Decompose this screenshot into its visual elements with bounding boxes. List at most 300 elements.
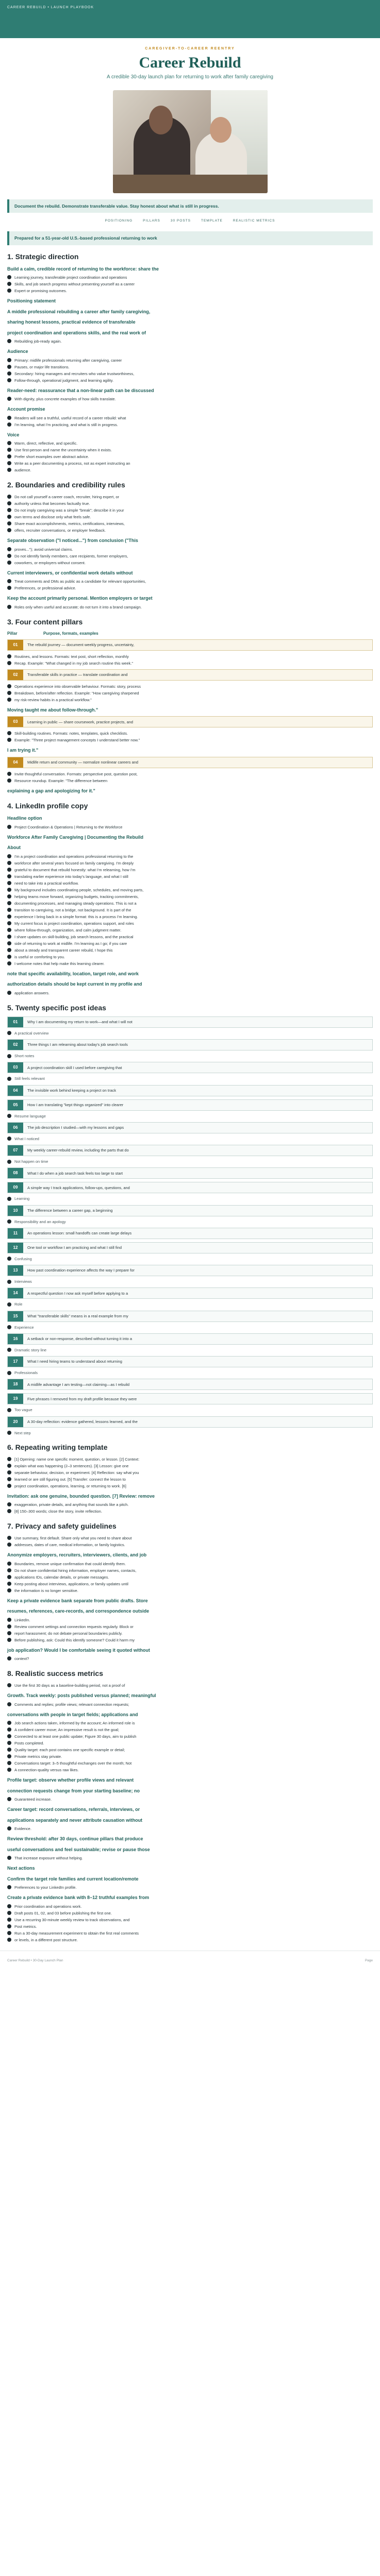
- subheading: Workforce After Family Caregiving | Documenting the Rebuild: [7, 834, 144, 840]
- bullet-dot-icon: [7, 289, 11, 293]
- bullet-item: [7, 415, 373, 421]
- bullet-text: Comments and replies; profile views; relevant connection requests;: [14, 1702, 129, 1707]
- pillar-rows: [7, 669, 373, 681]
- post-row: [7, 1379, 373, 1390]
- bullet-dot-icon: [7, 339, 11, 343]
- subheading: Keep a private evidence bank separate from public drafts. Store: [7, 1598, 148, 1603]
- bullet-list: [7, 357, 373, 384]
- bullet-dot-icon: [7, 731, 11, 735]
- page-subtitle: A credible 30-day launch plan for returning to work after family caregiving: [107, 74, 273, 80]
- post-text: Three things I am relearning about today's job search tools: [27, 1042, 128, 1047]
- tag: TEMPLATE: [201, 219, 223, 223]
- subheading: useful conversations and feel sustainable; revise or pause those: [7, 1846, 150, 1852]
- bullet-dot-icon: [7, 282, 11, 286]
- post-label: [7, 1301, 373, 1307]
- bullet-item: [7, 421, 373, 428]
- bullet-text: about a steady and transparent career rebuild, I hope this: [14, 947, 113, 953]
- bullet-item: [7, 960, 373, 967]
- post-text: A midlife advantage I am testing—not claiming—as I rebuild: [27, 1382, 130, 1387]
- post-text: What I need hiring teams to understand about returning: [27, 1359, 122, 1364]
- bullet-dot-icon: [7, 1325, 11, 1329]
- bullet-dot-icon: [7, 1137, 11, 1141]
- bullet-dot-icon: [7, 468, 11, 472]
- post-row: [7, 1393, 373, 1404]
- post-text: An operations lesson: small handoffs can create large delays: [27, 1231, 132, 1236]
- bullet-dot-icon: [7, 1741, 11, 1745]
- subheading: Moving taught me about follow-through.": [7, 707, 98, 713]
- bullet-text: Learning journey, transferable project coordination and operations: [14, 275, 127, 280]
- post-idea: [7, 1122, 373, 1142]
- bullet-item: [7, 1923, 373, 1930]
- bullet-text: is useful or comforting to you.: [14, 954, 65, 959]
- bullet-text: explain what was happening (2–3 sentences). [3] Lesson: give one: [14, 1463, 129, 1468]
- bullet-text: Write as a peer documenting a process, not as expert instructing an: [14, 461, 130, 466]
- post-label-text: Not happen on time: [14, 1159, 48, 1164]
- bullet-item: [7, 338, 373, 345]
- bullet-item: [7, 853, 373, 860]
- bullet-text: [1] Opening: name one specific moment, question, or lesson. [2] Context:: [14, 1456, 140, 1462]
- bullet-dot-icon: [7, 1748, 11, 1752]
- purpose-column-label: Purpose, formats, examples: [43, 631, 98, 636]
- bullet-dot-icon: [7, 868, 11, 872]
- subheading: Account promise: [7, 406, 45, 412]
- bullet-dot-icon: [7, 1160, 11, 1164]
- bullet-list: [7, 730, 373, 743]
- bullet-item: [7, 1796, 373, 1803]
- bullet-item: [7, 867, 373, 873]
- post-idea: [7, 1167, 373, 1179]
- subheading: A middle professional rebuilding a career after family caregiving,: [7, 309, 151, 314]
- post-number: 15: [8, 1311, 23, 1321]
- bullet-dot-icon: [7, 1575, 11, 1579]
- bullet-text: Use summary, first default. Share only what you need to share about: [14, 1536, 132, 1541]
- bullet-dot-icon: [7, 1348, 11, 1352]
- bullet-item: [7, 440, 373, 447]
- bullet-text: LinkedIn.: [14, 1617, 30, 1622]
- post-number: 16: [8, 1334, 23, 1344]
- post-idea: [7, 1099, 373, 1119]
- bullet-dot-icon: [7, 579, 11, 583]
- bullet-text: exaggeration, private details, and anything that sounds like a pitch.: [14, 1502, 129, 1507]
- bullet-dot-icon: [7, 1721, 11, 1725]
- bullet-text: Do not share confidential hiring information, employer names, contacts,: [14, 1568, 137, 1573]
- post-number: 20: [8, 1417, 23, 1427]
- bullet-text: learned or are still figuring out. [5] Transfer: connect the lesson to: [14, 1477, 126, 1482]
- subheading: Reader-need: reassurance that a non-linear path can be discussed: [7, 387, 154, 393]
- subheading: connection requests change from your starting baseline; no: [7, 1788, 140, 1793]
- bullet-dot-icon: [7, 941, 11, 945]
- bullet-text: Readers will see a truthful, useful record of a career rebuild: what: [14, 415, 126, 420]
- bullet-list: [7, 1701, 373, 1708]
- bullet-text: Rebuilding job-ready again.: [14, 339, 62, 344]
- bullet-dot-icon: [7, 661, 11, 665]
- post-label: [7, 1279, 373, 1284]
- hero-kicker: CAREGIVER-TO-CAREER REENTRY: [145, 47, 235, 50]
- bullet-item: [7, 494, 373, 500]
- bullet-text: transition to caregiving, not a bridge, not background. It is part of the: [14, 907, 131, 912]
- bullet-list: [7, 1682, 373, 1689]
- bullet-text: I'm learning, what I'm practicing, and what is still in progress.: [14, 422, 118, 427]
- bullet-dot-icon: [7, 961, 11, 965]
- bullet-dot-icon: [7, 1618, 11, 1622]
- bullet-item: [7, 1930, 373, 1937]
- post-text: Five phrases I removed from my draft profile because they were: [27, 1396, 137, 1401]
- bullet-list: [7, 853, 373, 967]
- bullet-dot-icon: [7, 1797, 11, 1801]
- bullet-text: That increase exposure without helping.: [14, 1856, 83, 1861]
- post-idea: [7, 1333, 373, 1353]
- bullet-item: [7, 447, 373, 453]
- bullet-item: [7, 1561, 373, 1567]
- bullet-dot-icon: [7, 422, 11, 427]
- positioning-callout: Prepared for a 51-year-old U.S.-based professional returning to work: [7, 231, 373, 245]
- tag: POSITIONING: [105, 219, 133, 223]
- bullet-dot-icon: [7, 1431, 11, 1435]
- post-row: [7, 1287, 373, 1299]
- section-title: 2. Boundaries and credibility rules: [7, 481, 125, 489]
- bullet-item: [7, 287, 373, 294]
- subheading: explaining a gap and apologizing for it.": [7, 788, 95, 793]
- bullet-list: [7, 824, 373, 831]
- bullet-dot-icon: [7, 1536, 11, 1540]
- post-idea: [7, 1182, 373, 1201]
- bullet-item: [7, 900, 373, 907]
- bullet-text: Do not identify family members, care recipients, former employers,: [14, 553, 128, 558]
- bullet-item: [7, 514, 373, 520]
- post-label: [7, 1347, 373, 1353]
- bullet-item: [7, 730, 373, 737]
- bullet-dot-icon: [7, 914, 11, 919]
- bullet-dot-icon: [7, 908, 11, 912]
- post-label: [7, 1113, 373, 1119]
- bullet-text: applications IDs, calendar details, or private messages.: [14, 1574, 109, 1580]
- post-text: A 30-day reflection: evidence gathered, lessons learned, and the: [27, 1419, 138, 1424]
- bullet-item: [7, 954, 373, 960]
- pillar-rows: [7, 757, 373, 768]
- bullet-item: [7, 824, 373, 831]
- subheading: conversations with people in target fields; applications and: [7, 1711, 138, 1717]
- bullet-text: Draft posts 01, 02, and 03 before publishing the first one.: [14, 1910, 112, 1916]
- post-idea: [7, 1393, 373, 1413]
- post-number: 18: [8, 1379, 23, 1389]
- post-row: [7, 1122, 373, 1133]
- bullet-dot-icon: [7, 1754, 11, 1758]
- bullet-item: [7, 913, 373, 920]
- bullet-dot-icon: [7, 1054, 11, 1058]
- bullet-dot-icon: [7, 1302, 11, 1307]
- post-text: A simple way I track applications, follow-ups, questions, and: [27, 1185, 130, 1190]
- bullet-item: [7, 1760, 373, 1767]
- subheading: I am trying it.": [7, 748, 39, 753]
- bullet-list: [7, 771, 373, 784]
- bullet-dot-icon: [7, 1918, 11, 1922]
- bullet-text: or levels, in a different post structure.: [14, 1937, 78, 1942]
- bullet-text: Routines, and lessons. Formats: text post, short reflection, monthly: [14, 654, 129, 659]
- bullet-list: [7, 1501, 373, 1515]
- bullet-list: [7, 1855, 373, 1861]
- bullet-dot-icon: [7, 1656, 11, 1660]
- bullet-dot-icon: [7, 1509, 11, 1513]
- footer-left: Career Rebuild • 30-Day Launch Plan: [7, 1958, 63, 1962]
- bullet-text: A connection-quality versus raw likes.: [14, 1768, 79, 1773]
- bullet-text: Private metrics stay private.: [14, 1754, 62, 1759]
- bullet-text: experience I bring back in a simple format: this is a process I'm learning.: [14, 914, 138, 919]
- bullet-item: [7, 1701, 373, 1708]
- bullet-dot-icon: [7, 1938, 11, 1942]
- post-number: 01: [8, 1017, 23, 1027]
- bullet-dot-icon: [7, 825, 11, 829]
- bullet-dot-icon: [7, 861, 11, 865]
- post-label-text: Professionals: [14, 1370, 38, 1375]
- bullet-item: [7, 1753, 373, 1760]
- bullet-dot-icon: [7, 928, 11, 932]
- bullet-dot-icon: [7, 1114, 11, 1118]
- bullet-text: Use first-person and name the uncertainty when it exists.: [14, 448, 112, 453]
- post-row: [7, 1145, 373, 1156]
- post-label: [7, 1430, 373, 1436]
- bullet-list: [7, 1884, 373, 1891]
- bullet-dot-icon: [7, 365, 11, 369]
- bullet-text: Do not imply caregiving was a simple "break"; describe it in your: [14, 508, 124, 513]
- bullet-item: [7, 934, 373, 940]
- post-label-text: Dramatic story line: [14, 1347, 47, 1352]
- bullet-item: [7, 777, 373, 784]
- bullet-dot-icon: [7, 1885, 11, 1889]
- post-idea: [7, 1356, 373, 1376]
- bullet-item: [7, 1855, 373, 1861]
- bullet-dot-icon: [7, 684, 11, 688]
- bullet-text: Share exact accomplishments, metrics, certifications, interviews,: [14, 521, 125, 527]
- bullet-dot-icon: [7, 738, 11, 742]
- bullet-dot-icon: [7, 416, 11, 420]
- bullet-text: grateful to document that rebuild honestly: what I'm relearning, how I'm: [14, 867, 136, 872]
- post-idea: [7, 1085, 373, 1096]
- post-idea: [7, 1416, 373, 1436]
- bullet-dot-icon: [7, 521, 11, 526]
- bullet-item: [7, 1726, 373, 1733]
- bullet-item: [7, 1581, 373, 1587]
- bullet-item: [7, 880, 373, 887]
- bullet-dot-icon: [7, 1931, 11, 1935]
- bullet-item: [7, 887, 373, 893]
- bullet-text: Example: "Three project management concepts I understand better now.": [14, 738, 140, 743]
- bullet-text: I welcome notes that help make this learning clearer.: [14, 961, 105, 966]
- bullet-dot-icon: [7, 495, 11, 499]
- bullet-dot-icon: [7, 1638, 11, 1642]
- post-label-text: Role: [14, 1302, 23, 1307]
- post-row: [7, 1099, 373, 1111]
- bullet-list: [7, 1655, 373, 1662]
- intro-callout: Document the rebuild. Demonstrate transferable value. Stay honest about what is still in progress.: [7, 199, 373, 213]
- bullet-list: [7, 604, 373, 611]
- bullet-list: [7, 990, 373, 996]
- post-idea: [7, 1228, 373, 1239]
- bullet-dot-icon: [7, 561, 11, 565]
- bullet-text: Prior coordination and operations work.: [14, 1904, 82, 1909]
- subheading: resumes, references, care-records, and correspondence outside: [7, 1608, 150, 1614]
- footer-right: Page: [365, 1958, 373, 1962]
- post-number: 02: [8, 1040, 23, 1050]
- bullet-item: [7, 1541, 373, 1548]
- subheading: Current interviewers, or confidential work details without: [7, 570, 133, 575]
- bullet-item: [7, 1937, 373, 1943]
- bullet-list: [7, 274, 373, 294]
- bullet-text: Skill-building routines. Formats: notes, templates, quick checklists.: [14, 731, 128, 736]
- subheading: note that specific availability, location, target role, and work: [7, 971, 139, 976]
- bullet-dot-icon: [7, 654, 11, 658]
- bullet-text: context?: [14, 1656, 29, 1662]
- bullet-dot-icon: [7, 1856, 11, 1860]
- bullet-dot-icon: [7, 881, 11, 885]
- bullet-item: [7, 737, 373, 743]
- post-row: [7, 1265, 373, 1276]
- bullet-text: workforce after several years focused on family caregiving. I'm deeply: [14, 860, 134, 866]
- bullet-text: addresses, dates of care, medical information, or family logistics.: [14, 1543, 125, 1548]
- subheading: Profile target: observe whether profile views and relevant: [7, 1777, 134, 1783]
- bullet-text: offers, recruiter conversations, or employer feedback.: [14, 528, 106, 533]
- bullet-item: [7, 1574, 373, 1581]
- post-number: 19: [8, 1394, 23, 1404]
- post-row: [7, 1182, 373, 1193]
- bullet-list: [7, 1535, 373, 1548]
- bullet-text: Pauses, or major life transitions.: [14, 364, 70, 369]
- bullet-item: [7, 860, 373, 867]
- bullet-text: project coordination, operations, learning, or returning to work. [6]: [14, 1483, 126, 1488]
- bullet-text: Use the first 30 days as a baseline-building period, not a proof of: [14, 1683, 125, 1688]
- pillar-text: The rebuild journey — document weekly progress, uncertainty,: [27, 642, 135, 648]
- section-title: 4. LinkedIn profile copy: [7, 802, 88, 810]
- post-label-text: Responsibility and an apology: [14, 1219, 66, 1224]
- bullet-dot-icon: [7, 1280, 11, 1284]
- bullet-text: the information is no longer sensitive.: [14, 1588, 78, 1593]
- bullet-dot-icon: [7, 508, 11, 512]
- bullet-list: [7, 1456, 373, 1489]
- post-label: [7, 1256, 373, 1262]
- bullet-item: [7, 1567, 373, 1574]
- bullet-item: [7, 927, 373, 934]
- bullet-list: [7, 1720, 373, 1773]
- post-number: 05: [8, 1100, 23, 1110]
- post-row: [7, 1062, 373, 1073]
- post-label-text: Interviews: [14, 1279, 32, 1284]
- bullet-dot-icon: [7, 955, 11, 959]
- bullet-item: [7, 1903, 373, 1910]
- bullet-text: where follow-through, organization, and calm judgment matter.: [14, 927, 122, 933]
- bullet-text: Evidence.: [14, 1826, 31, 1832]
- bullet-item: [7, 1617, 373, 1623]
- bullet-item: [7, 683, 373, 690]
- bullet-dot-icon: [7, 1031, 11, 1035]
- post-row: [7, 1085, 373, 1096]
- post-label-text: Short notes: [14, 1054, 35, 1058]
- bullet-text: audience.: [14, 468, 31, 473]
- section-title: 3. Four content pillars: [7, 617, 83, 626]
- bullet-item: [7, 947, 373, 954]
- bullet-item: [7, 1535, 373, 1541]
- bullet-text: Boundaries, remove unique confirmation that could identify them.: [14, 1561, 126, 1566]
- bullet-text: Post metrics.: [14, 1924, 37, 1929]
- bullet-item: [7, 520, 373, 527]
- bullet-dot-icon: [7, 991, 11, 995]
- bullet-dot-icon: [7, 461, 11, 465]
- post-text: Why I am documenting my return to work—and what I will not: [27, 1020, 133, 1025]
- pillar-row: [7, 669, 373, 681]
- pillar-text: Midlife return and community — normalize nonlinear careers and: [27, 760, 139, 765]
- subheading: Voice: [7, 432, 20, 437]
- bullet-dot-icon: [7, 275, 11, 279]
- bullet-dot-icon: [7, 874, 11, 878]
- bullet-item: [7, 893, 373, 900]
- bullet-item: [7, 578, 373, 585]
- bullet-text: I share updates on skill-building, job search lessons, and the practical: [14, 934, 134, 939]
- bullet-dot-icon: [7, 691, 11, 695]
- bullet-dot-icon: [7, 1502, 11, 1506]
- bullet-dot-icon: [7, 1464, 11, 1468]
- post-label: [7, 1030, 373, 1036]
- subheading: Keep the account primarily personal. Mention employers or target: [7, 596, 153, 601]
- bullet-item: [7, 771, 373, 777]
- bullet-dot-icon: [7, 454, 11, 459]
- bullet-text: With dignity, plus concrete examples of how skills translate.: [14, 397, 116, 402]
- bullet-text: Use a recurring 30-minute weekly review to track observations, and: [14, 1917, 130, 1922]
- bullet-item: [7, 1508, 373, 1515]
- bullet-text: Job search actions taken, informed by the account; An informed role is: [14, 1721, 135, 1726]
- bullet-text: Prefer short examples over abstract advice.: [14, 454, 89, 460]
- bullet-list: [7, 338, 373, 345]
- post-ideas-list: [7, 1016, 373, 1436]
- post-text: The invisible work behind keeping a project on track: [27, 1088, 117, 1093]
- bullet-item: [7, 1476, 373, 1483]
- bullet-item: [7, 274, 373, 281]
- bullet-item: [7, 1917, 373, 1923]
- bullet-text: application answers.: [14, 990, 49, 995]
- bullet-item: [7, 507, 373, 514]
- bullet-dot-icon: [7, 772, 11, 776]
- bullet-item: [7, 1655, 373, 1662]
- bullet-dot-icon: [7, 948, 11, 952]
- post-row: [7, 1228, 373, 1239]
- bullet-dot-icon: [7, 935, 11, 939]
- post-row: [7, 1311, 373, 1322]
- bullet-text: A confident career move; An impressive result is not the goal;: [14, 1727, 120, 1733]
- bullet-text: Primary: midlife professionals returning after caregiving, career: [14, 358, 122, 363]
- bullet-text: my risk-review habits in a practical workflow.": [14, 697, 92, 702]
- subheading: Review threshold: after 30 days, continue pillars that produce: [7, 1836, 143, 1842]
- bullet-dot-icon: [7, 1702, 11, 1706]
- bullet-text: Do not call yourself a career coach, recruiter, hiring expert, or: [14, 495, 120, 500]
- bullet-text: Preferences, or professional advice.: [14, 586, 76, 591]
- banner-crumbs: CAREER REBUILD • LAUNCH PLAYBOOK: [7, 6, 94, 9]
- bullet-text: Secondary: hiring managers and recruiters who value trustworthiness,: [14, 371, 135, 376]
- bullet-dot-icon: [7, 448, 11, 452]
- bullet-list: [7, 578, 373, 591]
- bullet-dot-icon: [7, 854, 11, 858]
- bullet-text: own terms and disclose only what feels safe.: [14, 515, 91, 520]
- bullet-text: Treat comments and DMs as public as a candidate for relevant opportunities,: [14, 579, 146, 584]
- bullet-text: Keep posting about interviews, applications, or family updates until: [14, 1581, 128, 1586]
- post-label: [7, 1219, 373, 1225]
- post-text: One tool or workflow I am practicing and what I still find: [27, 1245, 122, 1250]
- post-idea: [7, 1062, 373, 1081]
- subheading: applications separately and never attribute causation without: [7, 1817, 143, 1823]
- bullet-dot-icon: [7, 1568, 11, 1572]
- bullet-list: [7, 1903, 373, 1943]
- post-idea: [7, 1039, 373, 1059]
- bullet-dot-icon: [7, 1257, 11, 1261]
- post-label: [7, 1076, 373, 1081]
- bullet-item: [7, 990, 373, 996]
- post-text: The difference between a career gap, a beginning: [27, 1208, 113, 1213]
